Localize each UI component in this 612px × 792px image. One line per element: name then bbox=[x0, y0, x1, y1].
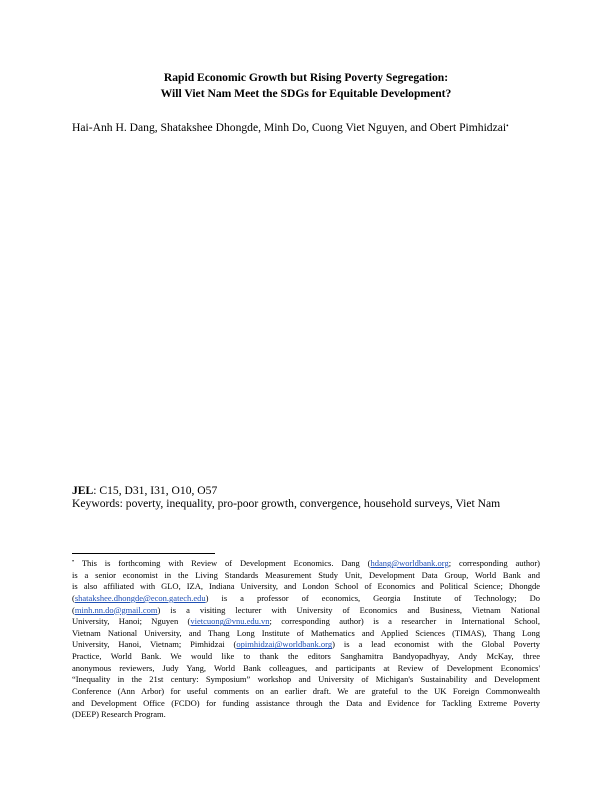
footnote-line: University, Hanoi, Vietnam; Pimhidzai (opimhidzai@worldbank.org) is a lead economist with the Global Poverty bbox=[72, 639, 540, 650]
footnote-marker: • bbox=[72, 559, 75, 565]
email-link-pimhidzai[interactable]: opimhidzai@worldbank.org bbox=[236, 639, 333, 650]
footnote-line: (minh.nn.do@gmail.com) is a visiting lecturer with University of Economics and Business, Vietnam National bbox=[72, 604, 540, 615]
jel-code-list: : C15, D31, I31, O10, O57 bbox=[93, 484, 218, 497]
email-link-nguyen[interactable]: vietcuong@vnu.edu.vn bbox=[190, 616, 270, 627]
paper-title bbox=[0, 70, 612, 102]
footnote-line: and Development Office (FCDO) for funding assistance through the Data and Evidence for Tackling Extreme Poverty bbox=[72, 697, 540, 708]
footnote-line: is also affiliated with GLO, IZA, Indiana University, and London School of Economics and Political Science; Dhongde bbox=[72, 581, 540, 592]
keywords: Keywords: poverty, inequality, pro-poor growth, convergence, household surveys, Viet Nam bbox=[72, 497, 501, 510]
author-list bbox=[72, 120, 552, 136]
email-link-do[interactable]: minh.nn.do@gmail.com bbox=[74, 604, 158, 615]
author-names: Hai-Anh H. Dang, Shatakshee Dhongde, Minh Do, Cuong Viet Nguyen, and Obert Pimhidzai bbox=[72, 121, 507, 134]
footnote-line: (shatakshee.dhongde@econ.gatech.edu) is a professor of economics, Georgia Institute of Technology; Do bbox=[72, 592, 540, 603]
footnote-line: “Inequality in the 21st century: Symposium” workshop and University of Michigan's Sustainability and Development bbox=[72, 674, 540, 685]
email-link-dang[interactable]: hdang@worldbank.org bbox=[370, 558, 449, 568]
jel-codes bbox=[72, 484, 217, 498]
footnote bbox=[72, 558, 540, 721]
footnote-line: • This is forthcoming with Review of Development Economics. Dang (hdang@worldbank.org; corresponding author) bbox=[72, 558, 540, 568]
footnote-line: (DEEP) Research Program. bbox=[72, 709, 166, 720]
footnote-line: Practice, World Bank. We would like to thank the editors Sanghamitra Bandyopadhyay, Andy McKay, three bbox=[72, 651, 540, 662]
title-line-2: Will Viet Nam Meet the SDGs for Equitable Development? bbox=[160, 87, 452, 100]
author-footnote-marker: • bbox=[506, 122, 509, 130]
footnote-line: Conference (Ann Arbor) for useful comments on an earlier draft. We are grateful to the UK Foreign Commonwealth bbox=[72, 686, 540, 697]
footnote-line: anonymous reviewers, Judy Yang, World Bank colleagues, and participants at Review of Development Economics' bbox=[72, 662, 540, 673]
footnote-line: Vietnam National University, and Thang Long Institute of Mathematics and Applied Sciences (TIMAS), Thang Long bbox=[72, 627, 540, 638]
email-link-dhongde[interactable]: shatakshee.dhongde@econ.gatech.edu bbox=[74, 592, 206, 603]
footnote-line: is a senior economist in the Living Standards Measurement Study Unit, Development Data Group, World Bank and bbox=[72, 569, 540, 580]
jel-label: JEL bbox=[72, 484, 94, 497]
footnote-line: University, Hanoi; Nguyen (vietcuong@vnu.edu.vn; corresponding author) is a researcher in International School, bbox=[72, 616, 540, 627]
footnote-divider bbox=[72, 553, 215, 554]
title-line-1: Rapid Economic Growth but Rising Poverty Segregation: bbox=[163, 71, 449, 84]
